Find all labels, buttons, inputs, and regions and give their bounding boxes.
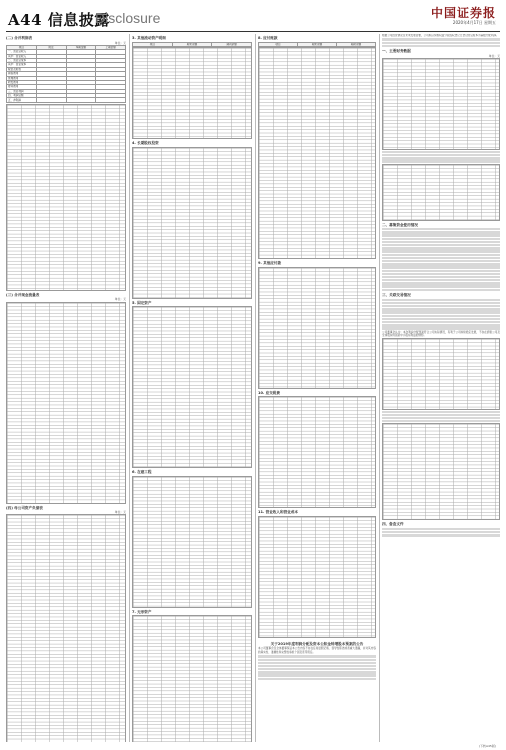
section-title-en: Disclosure bbox=[95, 10, 161, 26]
section-heading: (二) 合并利润表 bbox=[6, 36, 33, 40]
table-cell: 五、净利润 bbox=[7, 98, 37, 102]
table-cell: 一、营业总收入 bbox=[7, 50, 37, 54]
fixed-assets-grid bbox=[132, 306, 252, 468]
dateline: 2020年4月17日 星期五 bbox=[452, 20, 496, 25]
intangible-assets-grid bbox=[132, 615, 252, 742]
header-rule bbox=[6, 31, 500, 32]
column-2 bbox=[132, 34, 252, 742]
announcement-paragraph: 本公司董事会及全体董事保证本公告内容不存在任何虚假记载、误导性陈述或者重大遗漏，并对其内容的真实性、准确性和完整性承担个别及连带责任。 bbox=[258, 647, 376, 654]
section-heading: 8. 应付账款 bbox=[258, 36, 278, 40]
table-header-cell: 附注 bbox=[36, 45, 66, 49]
announcement-title: 关于2019年度利润分配及资本公积金转增股本预案的公告 bbox=[270, 641, 364, 646]
table-header-cell: 期初余额 bbox=[337, 42, 376, 46]
section-heading: 3. 其他流动资产明细 bbox=[132, 36, 166, 40]
table-cell: 管理费用 bbox=[7, 76, 37, 80]
section-heading: (三) 合并现金流量表 bbox=[6, 292, 40, 297]
equity-investment-grid bbox=[132, 147, 252, 299]
other-payables-grid bbox=[258, 267, 376, 389]
section-heading: 一、主要财务数据 bbox=[382, 49, 411, 54]
table-row bbox=[7, 98, 126, 102]
page-code: A44 信息披露 bbox=[8, 11, 110, 29]
table-cell: 三、营业利润 bbox=[7, 89, 37, 93]
income-statement-table bbox=[6, 45, 126, 103]
table-cell: 研发费用 bbox=[7, 80, 37, 84]
table-header-cell: 上期金额 bbox=[96, 45, 126, 49]
section-heading: 11. 营业收入和营业成本 bbox=[258, 510, 298, 515]
section-heading: 四、备查文件 bbox=[382, 522, 404, 527]
section-heading: 二、募集资金使用情况 bbox=[382, 222, 418, 227]
table-header-cell: 本期金额 bbox=[66, 45, 96, 49]
table-header-cell: 期初余额 bbox=[212, 42, 252, 46]
section-heading: (四) 母公司资产负债表 bbox=[6, 505, 43, 510]
table-cell: 其中：营业成本 bbox=[7, 63, 37, 67]
page-header bbox=[0, 0, 506, 30]
unit-label: 单位：元 bbox=[114, 40, 126, 45]
revenue-grid bbox=[258, 516, 376, 638]
columns-area bbox=[6, 34, 500, 742]
summary-grid bbox=[382, 423, 500, 520]
continued-note: (下转A45版) bbox=[478, 744, 496, 748]
taxes-grid bbox=[258, 396, 376, 508]
table-cell: 其中：营业收入 bbox=[7, 54, 37, 58]
table-cell: 销售费用 bbox=[7, 72, 37, 76]
section-heading: 4. 长期股权投资 bbox=[132, 140, 159, 145]
unit-label: 单位：元 bbox=[114, 510, 126, 515]
unit-label: 单位：元 bbox=[114, 297, 126, 302]
section-heading: 三、关联交易情况 bbox=[382, 293, 411, 298]
column-divider bbox=[129, 34, 130, 742]
column-4 bbox=[382, 34, 500, 742]
table-body-grid bbox=[6, 104, 126, 291]
construction-grid bbox=[132, 476, 252, 608]
balance-sheet-table-grid bbox=[6, 514, 126, 742]
section-heading: 6. 在建工程 bbox=[132, 470, 152, 475]
body-paragraph: 公司董事会认为：本次利润分配预案符合公司实际情况，有利于公司持续稳定发展，不存在损害公司及全体股东特别是中小股东利益的情形。 bbox=[382, 330, 500, 338]
financial-data-grid bbox=[382, 58, 500, 150]
table-cell: 财务费用 bbox=[7, 85, 37, 89]
unit-label: 单位：元 bbox=[488, 53, 500, 58]
section-heading: 5. 固定资产 bbox=[132, 300, 152, 305]
table-header-cell: 项目 bbox=[259, 42, 298, 46]
table-cell: 四、利润总额 bbox=[7, 94, 37, 98]
table-header-cell: 项目 bbox=[133, 42, 173, 46]
section-heading: 9. 其他应付款 bbox=[258, 260, 282, 265]
newspaper-masthead: 中国证券报 bbox=[430, 6, 496, 20]
table-cell: 二、营业总成本 bbox=[7, 58, 37, 62]
table-cell: 税金及附加 bbox=[7, 67, 37, 71]
financial-data-grid-2 bbox=[382, 164, 500, 221]
related-party-grid bbox=[382, 338, 500, 410]
table-header-cell: 期末余额 bbox=[172, 42, 212, 46]
column-3 bbox=[258, 34, 376, 742]
table-header-cell: 项目 bbox=[7, 45, 37, 49]
column-divider bbox=[379, 34, 380, 742]
detail-table-grid bbox=[132, 47, 252, 139]
table-header-cell: 期末余额 bbox=[298, 42, 337, 46]
cashflow-table-grid bbox=[6, 302, 126, 504]
payables-grid bbox=[258, 47, 376, 259]
column-1 bbox=[6, 34, 126, 742]
section-heading: 7. 无形资产 bbox=[132, 609, 152, 614]
section-heading: 10. 应交税费 bbox=[258, 390, 280, 395]
body-paragraph: 根据公司经营情况及未来发展需要，公司拟以实施权益分派股权登记日登记的总股本为基数分配利润。 bbox=[382, 34, 499, 37]
column-divider bbox=[255, 34, 256, 742]
